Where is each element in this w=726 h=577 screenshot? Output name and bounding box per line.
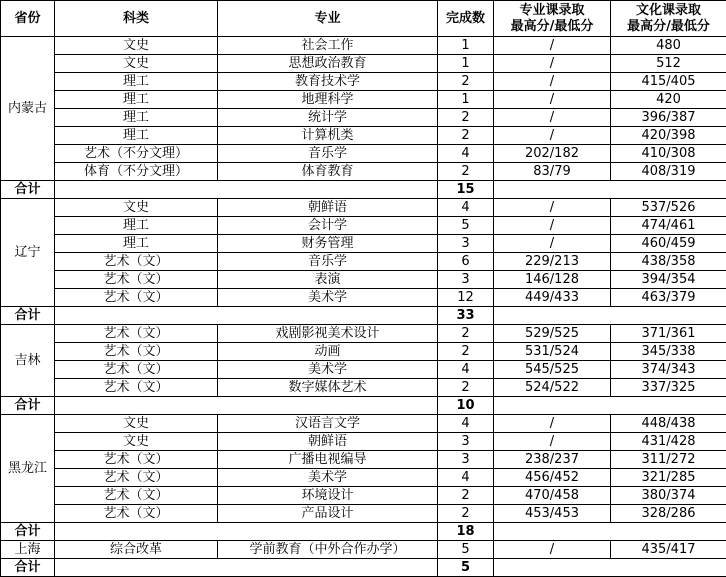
category-cell: 文史: [55, 55, 218, 73]
header-completed: 完成数: [438, 1, 494, 37]
table-row: [1, 37, 726, 55]
table-row: [1, 469, 726, 487]
cult-score-cell: 321/285: [611, 469, 726, 487]
cult-score-cell: 474/461: [611, 217, 726, 235]
prof-score-cell: /: [494, 541, 611, 559]
prof-score-cell: /: [494, 433, 611, 451]
prof-score-cell: 545/525: [494, 361, 611, 379]
count-cell: 2: [438, 325, 494, 343]
count-cell: 3: [438, 433, 494, 451]
table-row: [1, 289, 726, 307]
table-row: [1, 109, 726, 127]
count-cell: 4: [438, 145, 494, 163]
category-cell: 文史: [55, 415, 218, 433]
major-cell: 汉语言文学: [218, 415, 438, 433]
major-cell: 美术学: [218, 469, 438, 487]
count-cell: 4: [438, 361, 494, 379]
province-cell: 内蒙古: [1, 37, 55, 181]
province-cell: 吉林: [1, 325, 55, 397]
table-row: [1, 487, 726, 505]
major-cell: 音乐学: [218, 145, 438, 163]
total-label: 合计: [1, 397, 55, 415]
major-cell: 戏剧影视美术设计: [218, 325, 438, 343]
major-cell: 产品设计: [218, 505, 438, 523]
count-cell: 1: [438, 55, 494, 73]
table-row: [1, 253, 726, 271]
category-cell: 理工: [55, 127, 218, 145]
cult-score-cell: 410/308: [611, 145, 726, 163]
total-row: [1, 397, 726, 415]
header-province: 省份: [1, 1, 55, 37]
prof-score-cell: /: [494, 73, 611, 91]
table-row: [1, 505, 726, 523]
table-row: [1, 163, 726, 181]
header-row: [1, 1, 726, 37]
major-cell: 思想政治教育: [218, 55, 438, 73]
prof-score-cell: 470/458: [494, 487, 611, 505]
count-cell: 5: [438, 541, 494, 559]
count-cell: 6: [438, 253, 494, 271]
category-cell: 艺术（文）: [55, 325, 218, 343]
cult-score-cell: 371/361: [611, 325, 726, 343]
major-cell: 环境设计: [218, 487, 438, 505]
major-cell: 教育技术学: [218, 73, 438, 91]
major-cell: 朝鲜语: [218, 199, 438, 217]
category-cell: 艺术（文）: [55, 271, 218, 289]
total-empty-cell: [55, 559, 438, 577]
category-cell: 艺术（文）: [55, 487, 218, 505]
category-cell: 艺术（文）: [55, 343, 218, 361]
table-body: [1, 37, 726, 577]
cult-score-cell: 374/343: [611, 361, 726, 379]
count-cell: 4: [438, 199, 494, 217]
table-row: [1, 199, 726, 217]
province-cell: 上海: [1, 541, 55, 559]
prof-score-cell: 453/453: [494, 505, 611, 523]
category-cell: 理工: [55, 73, 218, 91]
category-cell: 理工: [55, 91, 218, 109]
cult-score-cell: 420: [611, 91, 726, 109]
category-cell: 艺术（文）: [55, 379, 218, 397]
total-count: 15: [438, 181, 494, 199]
count-cell: 3: [438, 235, 494, 253]
major-cell: 广播电视编导: [218, 451, 438, 469]
cult-score-cell: 345/338: [611, 343, 726, 361]
count-cell: 1: [438, 37, 494, 55]
count-cell: 2: [438, 127, 494, 145]
cult-score-cell: 438/358: [611, 253, 726, 271]
category-cell: 艺术（文）: [55, 289, 218, 307]
prof-score-cell: /: [494, 199, 611, 217]
prof-score-cell: /: [494, 91, 611, 109]
category-cell: 艺术（文）: [55, 451, 218, 469]
cult-score-cell: 380/374: [611, 487, 726, 505]
table-row: [1, 217, 726, 235]
count-cell: 1: [438, 91, 494, 109]
prof-score-cell: 529/525: [494, 325, 611, 343]
prof-score-cell: /: [494, 127, 611, 145]
count-cell: 2: [438, 343, 494, 361]
major-cell: 动画: [218, 343, 438, 361]
major-cell: 数字媒体艺术: [218, 379, 438, 397]
count-cell: 3: [438, 271, 494, 289]
total-empty-cell: [494, 559, 726, 577]
category-cell: 艺术（文）: [55, 253, 218, 271]
total-row: [1, 559, 726, 577]
prof-score-cell: 524/522: [494, 379, 611, 397]
total-label: 合计: [1, 181, 55, 199]
category-cell: 理工: [55, 109, 218, 127]
category-cell: 体育（不分文理）: [55, 163, 218, 181]
header-cult-score: 文化课录取 最高分/最低分: [611, 1, 726, 37]
category-cell: 综合改革: [55, 541, 218, 559]
total-label: 合计: [1, 307, 55, 325]
category-cell: 艺术（文）: [55, 469, 218, 487]
cult-score-cell: 394/354: [611, 271, 726, 289]
category-cell: 理工: [55, 235, 218, 253]
table-row: [1, 361, 726, 379]
table-row: [1, 145, 726, 163]
major-cell: 表演: [218, 271, 438, 289]
total-empty-cell: [55, 523, 438, 541]
header-category: 科类: [55, 1, 218, 37]
count-cell: 12: [438, 289, 494, 307]
category-cell: 艺术（文）: [55, 361, 218, 379]
cult-score-cell: 448/438: [611, 415, 726, 433]
major-cell: 会计学: [218, 217, 438, 235]
major-cell: 财务管理: [218, 235, 438, 253]
major-cell: 地理科学: [218, 91, 438, 109]
total-empty-cell: [494, 523, 726, 541]
major-cell: 统计学: [218, 109, 438, 127]
prof-score-cell: /: [494, 235, 611, 253]
table-row: [1, 433, 726, 451]
total-count: 10: [438, 397, 494, 415]
cult-score-cell: 512: [611, 55, 726, 73]
prof-score-cell: /: [494, 217, 611, 235]
total-label: 合计: [1, 559, 55, 577]
category-cell: 文史: [55, 37, 218, 55]
table-row: [1, 271, 726, 289]
cult-score-cell: 396/387: [611, 109, 726, 127]
table-row: [1, 379, 726, 397]
prof-score-cell: 146/128: [494, 271, 611, 289]
prof-score-cell: 531/524: [494, 343, 611, 361]
prof-score-cell: 83/79: [494, 163, 611, 181]
count-cell: 5: [438, 217, 494, 235]
count-cell: 2: [438, 379, 494, 397]
prof-score-cell: /: [494, 55, 611, 73]
count-cell: 4: [438, 415, 494, 433]
prof-score-cell: 229/213: [494, 253, 611, 271]
prof-score-cell: /: [494, 37, 611, 55]
category-cell: 文史: [55, 199, 218, 217]
count-cell: 2: [438, 163, 494, 181]
table-row: [1, 235, 726, 253]
province-cell: 黑龙江: [1, 415, 55, 523]
category-cell: 艺术（不分文理）: [55, 145, 218, 163]
total-count: 33: [438, 307, 494, 325]
table-row: [1, 541, 726, 559]
table-row: [1, 91, 726, 109]
total-label: 合计: [1, 523, 55, 541]
total-row: [1, 523, 726, 541]
category-cell: 文史: [55, 433, 218, 451]
major-cell: 美术学: [218, 361, 438, 379]
category-cell: 艺术（文）: [55, 505, 218, 523]
major-cell: 学前教育（中外合作办学）: [218, 541, 438, 559]
count-cell: 4: [438, 469, 494, 487]
table-row: [1, 325, 726, 343]
major-cell: 体育教育: [218, 163, 438, 181]
count-cell: 2: [438, 73, 494, 91]
table-row: [1, 55, 726, 73]
count-cell: 2: [438, 505, 494, 523]
total-count: 18: [438, 523, 494, 541]
prof-score-cell: /: [494, 415, 611, 433]
total-empty-cell: [55, 181, 438, 199]
total-empty-cell: [494, 307, 726, 325]
table-row: [1, 73, 726, 91]
table-row: [1, 127, 726, 145]
cult-score-cell: 328/286: [611, 505, 726, 523]
major-cell: 朝鲜语: [218, 433, 438, 451]
total-empty-cell: [494, 181, 726, 199]
major-cell: 音乐学: [218, 253, 438, 271]
prof-score-cell: 456/452: [494, 469, 611, 487]
cult-score-cell: 480: [611, 37, 726, 55]
table-row: [1, 343, 726, 361]
header-prof-score: 专业课录取 最高分/最低分: [494, 1, 611, 37]
cult-score-cell: 463/379: [611, 289, 726, 307]
header-major: 专业: [218, 1, 438, 37]
major-cell: 美术学: [218, 289, 438, 307]
prof-score-cell: /: [494, 109, 611, 127]
total-empty-cell: [494, 397, 726, 415]
total-empty-cell: [55, 307, 438, 325]
total-empty-cell: [55, 397, 438, 415]
total-count: 5: [438, 559, 494, 577]
count-cell: 3: [438, 451, 494, 469]
cult-score-cell: 431/428: [611, 433, 726, 451]
major-cell: 计算机类: [218, 127, 438, 145]
prof-score-cell: 202/182: [494, 145, 611, 163]
category-cell: 理工: [55, 217, 218, 235]
count-cell: 2: [438, 487, 494, 505]
cult-score-cell: 537/526: [611, 199, 726, 217]
table-row: [1, 415, 726, 433]
cult-score-cell: 420/398: [611, 127, 726, 145]
prof-score-cell: 449/433: [494, 289, 611, 307]
cult-score-cell: 435/417: [611, 541, 726, 559]
cult-score-cell: 337/325: [611, 379, 726, 397]
cult-score-cell: 460/459: [611, 235, 726, 253]
total-row: [1, 307, 726, 325]
count-cell: 2: [438, 109, 494, 127]
table-row: [1, 451, 726, 469]
province-cell: 辽宁: [1, 199, 55, 307]
cult-score-cell: 311/272: [611, 451, 726, 469]
prof-score-cell: 238/237: [494, 451, 611, 469]
cult-score-cell: 415/405: [611, 73, 726, 91]
total-row: [1, 181, 726, 199]
major-cell: 社会工作: [218, 37, 438, 55]
cult-score-cell: 408/319: [611, 163, 726, 181]
